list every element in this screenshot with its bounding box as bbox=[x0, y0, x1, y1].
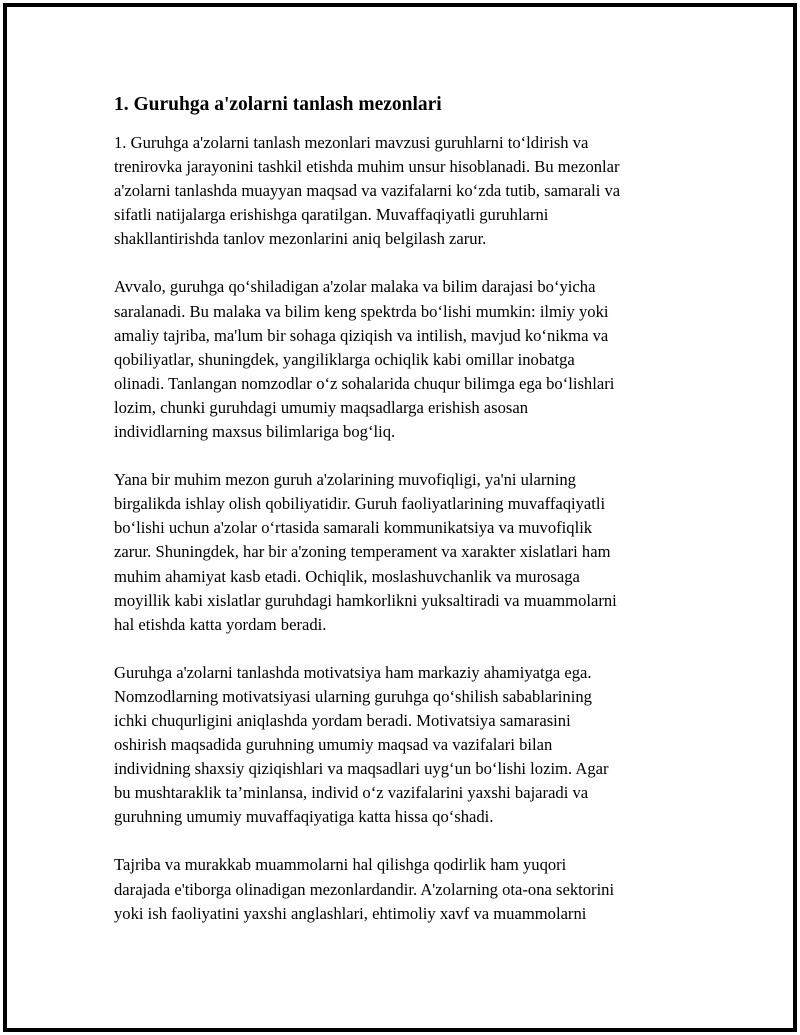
section-heading: 1. Guruhga a'zolarni tanlash mezonlari bbox=[114, 94, 442, 115]
paragraph-4: Guruhga a'zolarni tanlashda motivatsiya ham markaziy ahamiyatga ega. Nomzodlarning motivatsiyasi ularning guruhga qo‘shilish sabablarining ichki chuqurligini aniqlashda yordam beradi. Motivatsiya samarasini oshirish maqsadida guruhning umumiy maqsad va vazifalari bilan individning shaxsiy qiziqishlari va maqsadlari uyg‘un bo‘lishi lozim. Agar bu mushtaraklik ta’minlansa, individ o‘z vazifalarini yaxshi bajaradi va guruhning umumiy muvaffaqiyatiga katta hissa qo‘shadi. bbox=[114, 662, 609, 827]
document-body bbox=[114, 92, 694, 950]
paragraph-2: Avvalo, guruhga qo‘shiladigan a'zolar malaka va bilim darajasi bo‘yicha saralanadi. Bu malaka va bilim keng spektrda bo‘lishi mumkin: ilmiy yoki amaliy tajriba, ma'lum bir sohaga qiziqish va intilish, mavjud ko‘nikma va qobiliyatlar, shuningdek, yangiliklarga ochiqlik kabi omillar inobatga olinadi. Tanlangan nomzodlar o‘z sohalarida chuqur bilimga ega bo‘lishlari lozim, chunki guruhdagi umumiy maqsadlarga erishish asosan individlarning maxsus bilimlariga bog‘liq. bbox=[114, 277, 615, 442]
paragraph-1: 1. Guruhga a'zolarni tanlash mezonlari mavzusi guruhlarni to‘ldirish va trenirovka jarayonini tashkil etishda muhim unsur hisoblanadi. Bu mezonlar a'zolarni tanlashda muayyan maqsad va vazifalarni ko‘zda tutib, samarali va sifatli natijalarga erishishga qaratilgan. Muvaffaqiyatli guruhlarni shakllantirishda tanlov mezonlarini aniq belgilash zarur. bbox=[114, 133, 621, 249]
paragraph-3: Yana bir muhim mezon guruh a'zolarining muvofiqligi, ya'ni ularning birgalikda ishlay olish qobiliyatidir. Guruh faoliyatlarining muvaffaqiyatli bo‘lishi uchun a'zolar o‘rtasida samarali kommunikatsiya va muvofiqlik zarur. Shuningdek, har bir a'zoning temperament va xarakter xislatlari ham muhim ahamiyat kasb etadi. Ochiqlik, moslashuvchanlik va murosaga moyillik kabi xislatlar guruhdagi hamkorlikni yuksaltiradi va muammolarni hal etishda katta yordam beradi. bbox=[114, 470, 617, 634]
paragraph-5: Tajriba va murakkab muammolarni hal qilishga qodirlik ham yuqori darajada e'tiborga olinadigan mezonlardandir. A'zolarning ota-ona sektorini yoki ish faoliyatini yaxshi anglashlari, ehtimoliy xavf va muammolarni bbox=[114, 855, 615, 923]
